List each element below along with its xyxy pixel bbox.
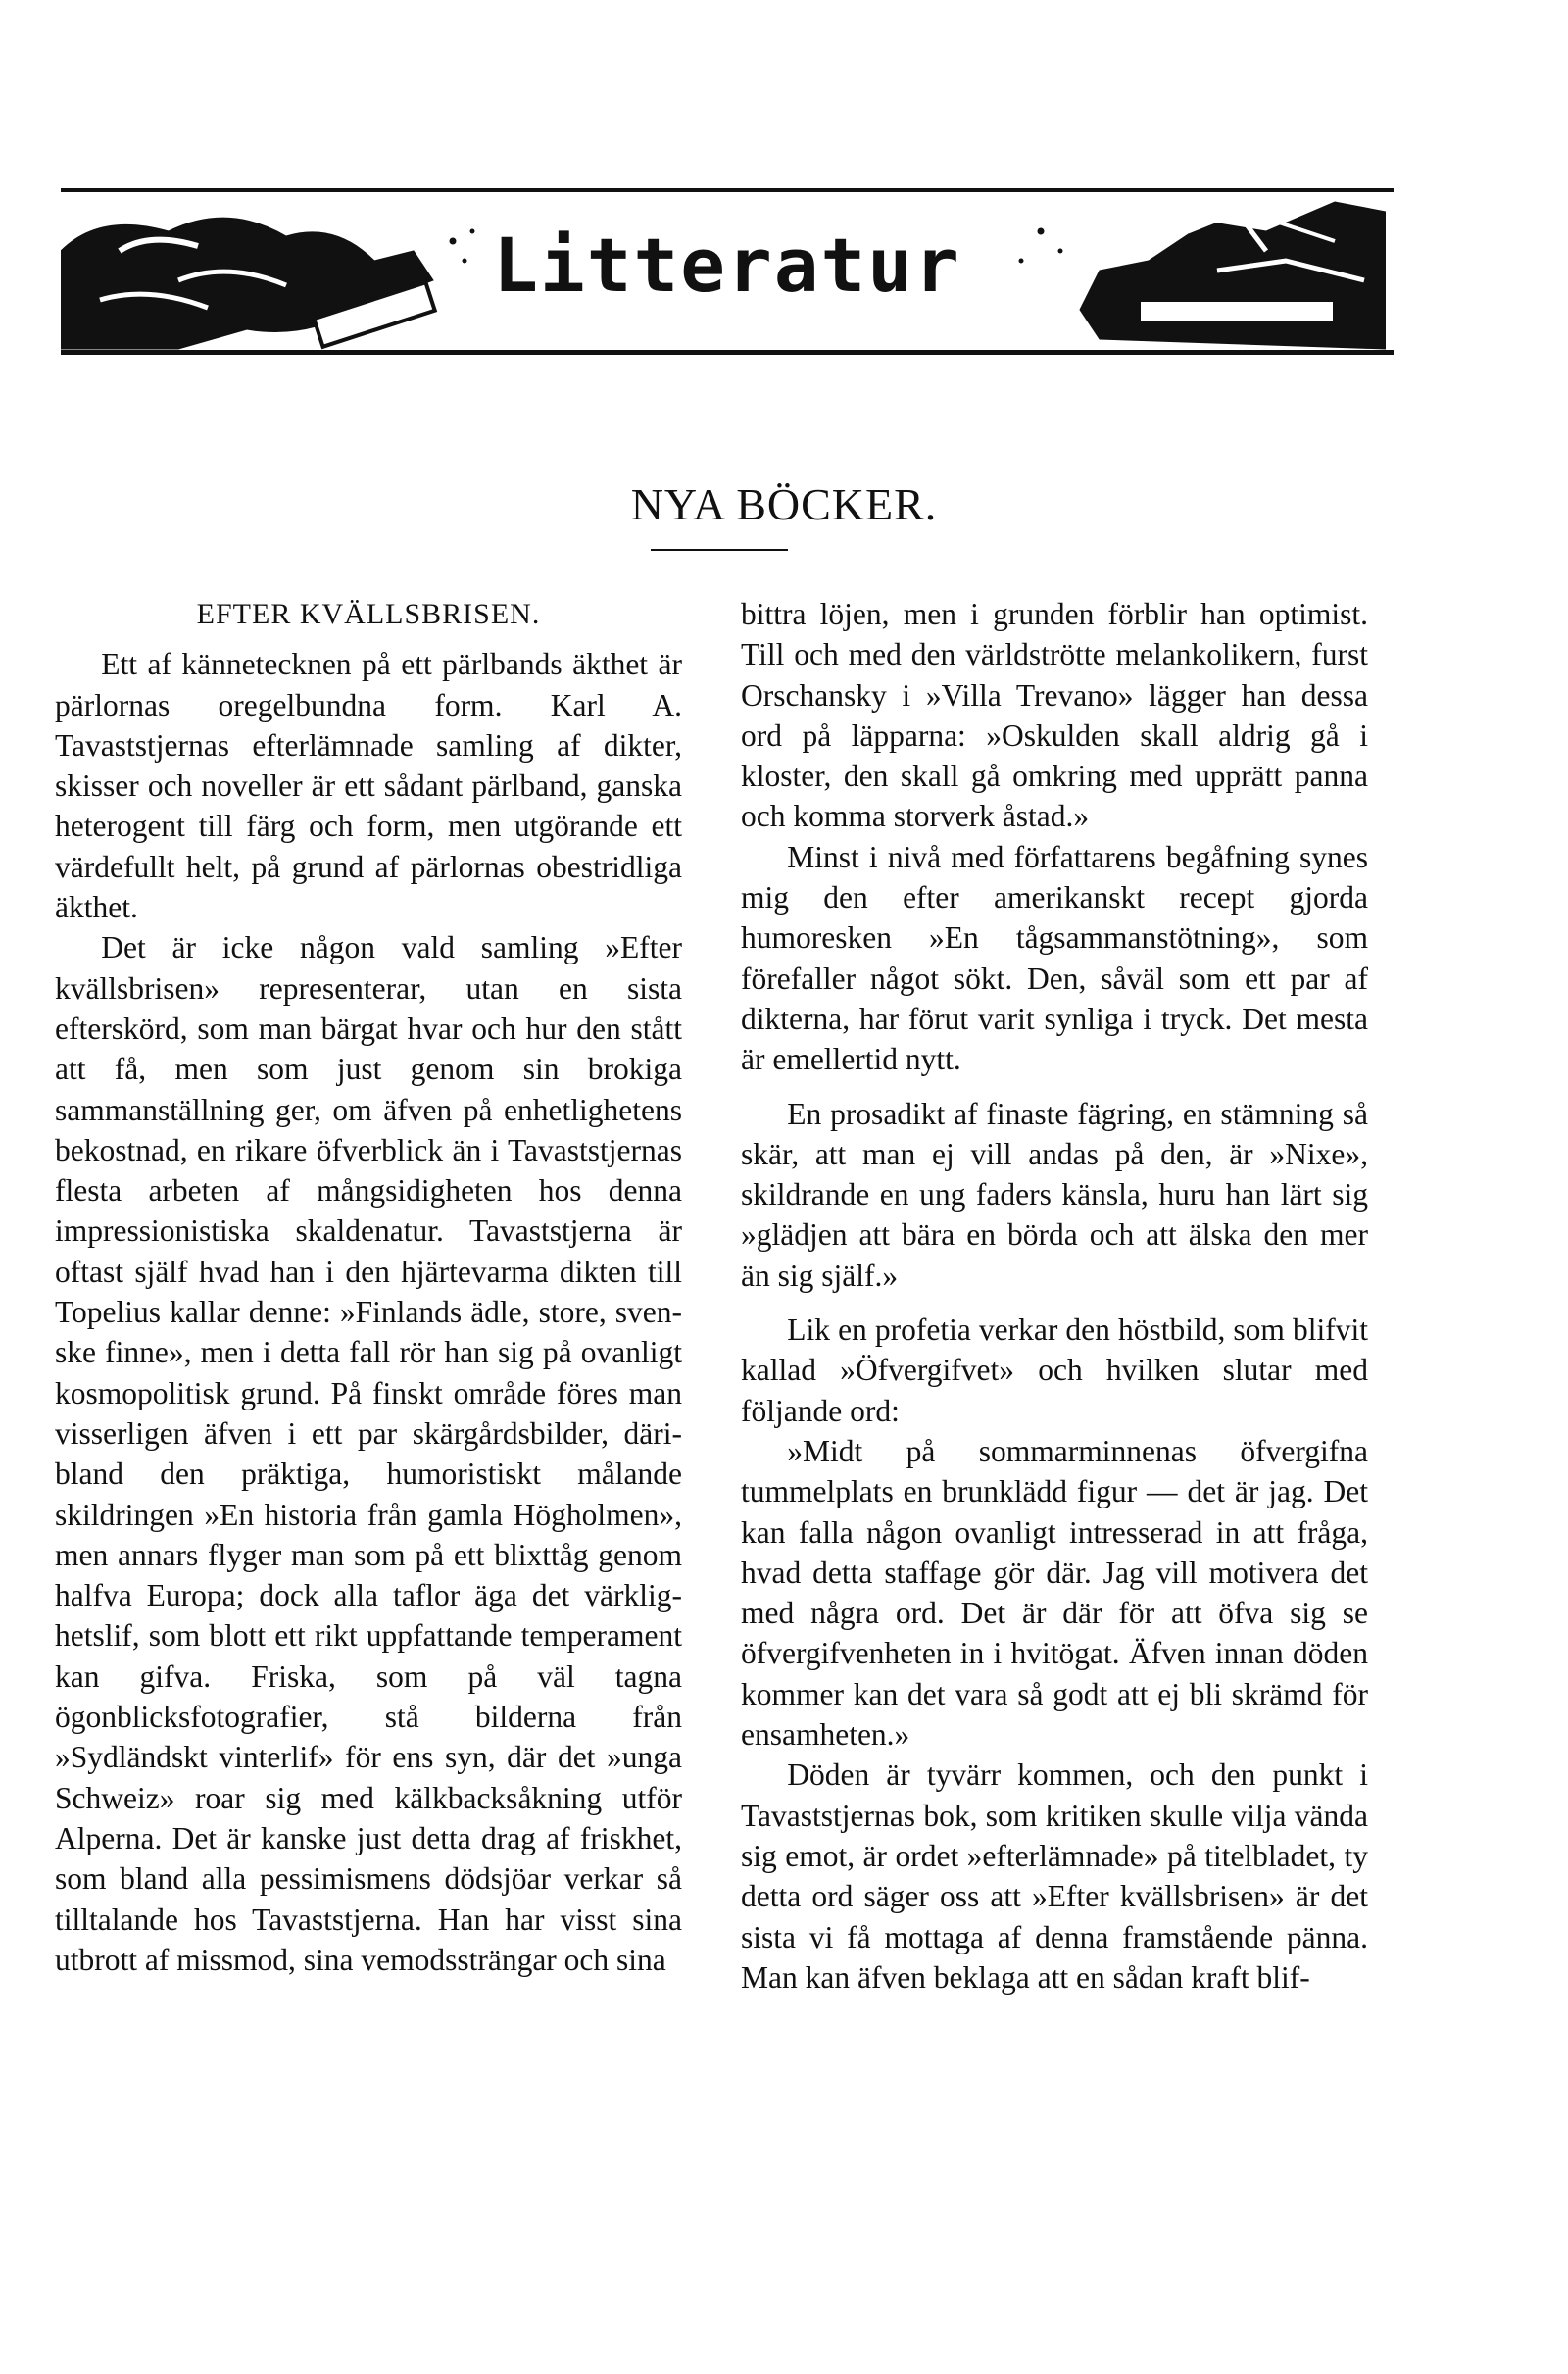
page-heading: NYA BÖCKER.: [630, 479, 938, 529]
quotation: »Midt på sommarminnenas öfvergifna tummelplats en brunklädd figur — det är jag. Det kan falla någon ovanligt intresserad in att fråga, hvad detta staffage gör där. Jag vill motivera det med några ord. Det är där för att öfva sig se öfvergifvenheten in i hvitögat. Äfven innan döden kommer kan det vara så godt att ej bli skrämd för ensamheten.»: [741, 1433, 1368, 1753]
section-title: EFTER KVÄLLSBRISEN.: [196, 598, 541, 630]
paragraph: Minst i nivå med författarens begåfning synes mig den efter amerikanskt recept gjorda humoresken »En tågsammanstötning», som förefaller något sökt. Den, såväl som ett par af dikterna, har förut varit synliga i tryck. Det mesta är emellertid nytt.: [741, 839, 1368, 1077]
paragraph: Ett af kännetecknen på ett pärlbands äkthet är pärlornas oregelbundna form. Karl A. Tavaststjernas efterlämnade samling af dikter, skisser och noveller är ett sådant pärlband, ganska heterogent till färg och form, men utgörande ett värdefullt helt, på grund af pärlornas obestridliga äkthet.: [55, 647, 682, 925]
paragraph: Det är icke någon vald samling »Efter kvällsbrisen» representerar, utan en sista efterskörd, som man bärgat hvar och hur den stått att få, men som just genom sin brokiga sammanställning ger, om äfven på enhetlighetens bekostnad, en rikare öfverblick än i Tavaststjernas flesta arbeten af mångsidigheten hos denna impressionistiska skaldenatur. Tavaststjerna är oftast själf hvad han i den hjärtevarma dikten till Topelius kallar denne: »Finlands ädle, store, svenske finne», men i detta fall rör han sig på ovanligt kosmopolitisk grund. På finskt område föres man visserligen äfven i ett par skärgårdsbilder, däribland den präktiga, humoristiskt målande skildringen »En historia från gamla Högholmen», men annars flyger man som på ett blixttåg genom halfva Europa; dock alla taflor äga det värklighetslif, som blott ett rikt uppfattande temperament kan gifva. Friska, som på väl tagna ögonblicksfotografier, stå bilderna från »Sydländskt vinterlif» för ens syn, där det »unga Schweiz» roar sig med kälkbacksåkning utför Alperna. Det är kanske just detta drag af friskhet, som bland alla pessimismens dödsjöar verkar så tilltalande hos Tavaststjerna. Han har visst sina utbrott af missmod, sina vemodssträngar och sina: [55, 930, 682, 1977]
paragraph: En prosadikt af finaste fägring, en stämning så skär, att man ej vill andas på den, är »Nixe», skildrande en ung faders känsla, huru han lärt sig »glädjen att bära en börda och att älska den mer än sig själf.»: [741, 1096, 1368, 1293]
paragraph: Lik en profetia verkar den höstbild, som blifvit kallad »Öfvergifvet» och hvilken slutar med följande ord:: [741, 1312, 1368, 1428]
banner-title: Litteratur: [493, 222, 961, 309]
paragraph: bittra löjen, men i grunden förblir han optimist. Till och med den världströtte melankolikern, furst Orschansky i »Villa Trevano» lägger han dessa ord på läpparna: »Oskulden skall aldrig gå i kloster, den skall gå omkring med upprätt panna och komma storverk åstad.»: [741, 597, 1368, 834]
heading-divider: [651, 549, 788, 551]
left-column: [55, 594, 682, 1980]
paragraph: Döden är tyvärr kommen, och den punkt i Tavaststjernas bok, som kritiken skulle vilja vända sig emot, är ordet »efterlämnade» på titelbladet, ty detta ord säger oss att »Efter kvällsbrisen» är det sista vi få mottaga af denna framstående pänna. Man kan äfven beklaga att en sådan kraft blif-: [741, 1757, 1368, 1995]
banner: [61, 188, 1394, 355]
right-column: [741, 594, 1368, 1998]
